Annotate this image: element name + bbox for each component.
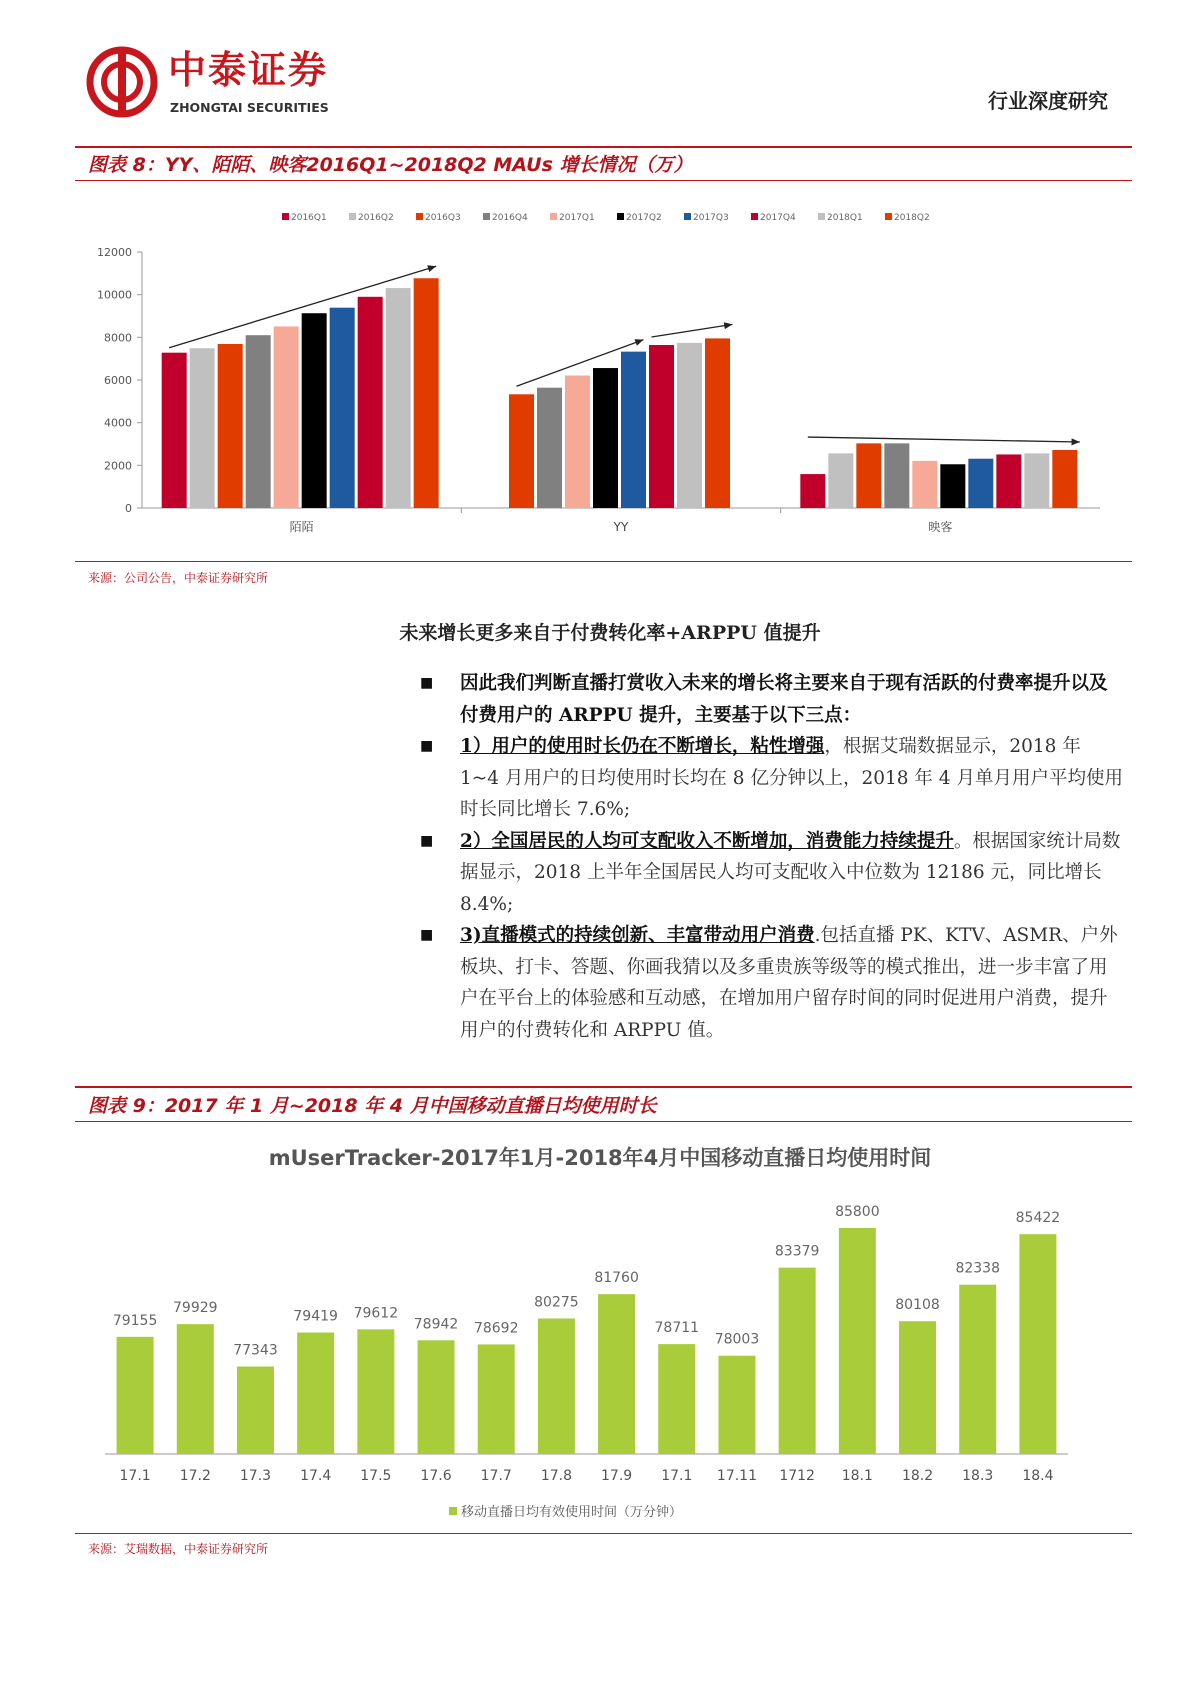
data-label: 85800 bbox=[835, 1204, 880, 1220]
data-label: 78711 bbox=[654, 1320, 700, 1337]
bar bbox=[705, 338, 730, 508]
bar bbox=[302, 313, 327, 508]
data-label: 82338 bbox=[955, 1260, 1000, 1277]
bullet-bold-text: 因此我们判断直播打赏收入未来的增长将主要来自于现有活跃的付费率提升以及付费用户的 ARPPU 提升，主要基于以下三点： bbox=[460, 673, 1108, 726]
bullet-item bbox=[420, 920, 1125, 1046]
bar bbox=[190, 348, 215, 508]
figure8-source: 来源：公司公告，中泰证券研究所 bbox=[88, 571, 269, 585]
x-tick-label: 17.11 bbox=[716, 1468, 758, 1484]
bar bbox=[718, 1356, 755, 1454]
y-tick-label: 4000 bbox=[104, 416, 132, 430]
x-tick-label: 17.1 bbox=[119, 1468, 151, 1484]
bar bbox=[478, 1344, 515, 1454]
bullet-square-icon: ■ bbox=[420, 738, 434, 754]
bar bbox=[509, 394, 534, 508]
bar bbox=[162, 353, 187, 508]
data-label: 83379 bbox=[774, 1243, 820, 1260]
bar bbox=[1024, 453, 1049, 508]
bar bbox=[330, 308, 355, 508]
bar bbox=[418, 1340, 455, 1454]
bar bbox=[884, 443, 909, 508]
x-tick-label: 18.2 bbox=[901, 1468, 934, 1484]
doc-type: 行业深度研究 bbox=[988, 89, 1108, 113]
bar bbox=[237, 1366, 274, 1454]
data-label: 79929 bbox=[173, 1300, 218, 1317]
arrow-head-icon bbox=[724, 322, 733, 329]
data-label: 79155 bbox=[112, 1312, 158, 1329]
bullet-square-icon: ■ bbox=[420, 927, 434, 943]
mau-bar-chart bbox=[0, 195, 1200, 550]
bar bbox=[598, 1294, 635, 1454]
data-label: 81760 bbox=[594, 1270, 639, 1287]
bar bbox=[677, 343, 702, 508]
x-tick-label: 17.7 bbox=[480, 1468, 512, 1484]
legend-swatch bbox=[550, 213, 557, 220]
section-heading: 未来增长更多来自于付费转化率+ARPPU 值提升 bbox=[399, 622, 821, 644]
legend-swatch bbox=[483, 213, 490, 220]
data-label: 78003 bbox=[714, 1331, 760, 1348]
legend-swatch bbox=[885, 213, 892, 220]
bullet-item bbox=[420, 731, 1125, 826]
divider bbox=[75, 561, 1132, 562]
legend-label: 2017Q1 bbox=[559, 213, 595, 223]
data-label: 78692 bbox=[473, 1320, 519, 1337]
bar bbox=[565, 376, 590, 508]
legend-swatch bbox=[349, 213, 356, 220]
bar bbox=[177, 1324, 214, 1454]
brand-en: ZHONGTAI SECURITIES bbox=[170, 100, 329, 115]
legend-swatch bbox=[751, 213, 758, 220]
bar bbox=[537, 388, 562, 508]
x-tick-label: 18.3 bbox=[962, 1468, 994, 1484]
divider bbox=[75, 1121, 1132, 1122]
x-tick-label: YY bbox=[613, 520, 629, 534]
bar bbox=[1019, 1234, 1056, 1454]
divider bbox=[75, 146, 1132, 148]
bar bbox=[1052, 450, 1077, 508]
bar bbox=[538, 1318, 575, 1454]
legend-swatch bbox=[684, 213, 691, 220]
divider bbox=[75, 180, 1132, 181]
bullet-item bbox=[420, 668, 1125, 731]
trend-arrow-line bbox=[808, 437, 1080, 442]
bullet-text: .包括直播 PK、KTV、ASMR、户外板块、打卡、答题、你画我猜以及多重贵族等级等的模式推出，进一步丰富了用户在平台上的体验感和互动感，在增加用户留存时间的同时促进用户消费，提升用户的付费转化和 ARPPU 值。 bbox=[460, 925, 1118, 1041]
data-label: 85422 bbox=[1015, 1210, 1061, 1227]
bullet-item bbox=[420, 826, 1125, 921]
y-tick-label: 6000 bbox=[104, 374, 132, 387]
brand-cn: 中泰证券 bbox=[168, 48, 329, 92]
figure9-title: 图表 9：2017 年 1 月~2018 年 4 月中国移动直播日均使用时长 bbox=[88, 1095, 657, 1117]
bar bbox=[940, 464, 965, 508]
bar bbox=[959, 1285, 996, 1454]
bar bbox=[386, 288, 411, 508]
bullet-bold-text: 2）全国居民的人均可支配收入不断增加，消费能力持续提升 bbox=[460, 830, 954, 852]
x-tick-label: 17.8 bbox=[540, 1468, 572, 1484]
arrow-head-icon bbox=[427, 265, 436, 272]
bar bbox=[996, 454, 1021, 508]
legend-label: 2018Q1 bbox=[827, 213, 863, 223]
bar bbox=[856, 443, 881, 508]
arrow-head-icon bbox=[1071, 438, 1079, 445]
x-tick-label: 17.2 bbox=[179, 1468, 211, 1484]
bullet-text: ，根据艾瑞数据显示，2018 年 1~4 月用户的日均使用时长均在 8 亿分钟以上，2018 年 4 月单月用户平均使用时长同比增长 7.6%; bbox=[460, 736, 1123, 820]
legend-swatch bbox=[416, 213, 423, 220]
bullet-list bbox=[420, 668, 1125, 1046]
x-tick-label: 17.5 bbox=[360, 1468, 392, 1484]
legend-swatch bbox=[818, 213, 825, 220]
x-tick-label: 17.6 bbox=[420, 1468, 452, 1484]
bar bbox=[839, 1228, 876, 1454]
legend-swatch bbox=[449, 1507, 457, 1515]
bar bbox=[779, 1268, 816, 1454]
bar bbox=[117, 1337, 154, 1454]
data-label: 77343 bbox=[233, 1342, 278, 1359]
bar bbox=[414, 278, 439, 508]
bar bbox=[274, 326, 299, 508]
legend-label: 2016Q3 bbox=[425, 213, 461, 223]
x-tick-label: 17.1 bbox=[661, 1468, 693, 1484]
bar bbox=[912, 461, 937, 508]
figure8-title: 图表 8：YY、陌陌、映客2016Q1~2018Q2 MAUs 增长情况（万） bbox=[88, 154, 693, 176]
bullet-bold-text: 1）用户的使用时长仍在不断增长，粘性增强 bbox=[460, 736, 825, 757]
bar bbox=[218, 344, 243, 508]
bar bbox=[358, 297, 383, 508]
legend-swatch bbox=[282, 213, 289, 220]
bar bbox=[593, 368, 618, 508]
bar bbox=[968, 459, 993, 508]
bar bbox=[899, 1321, 936, 1454]
y-tick-label: 12000 bbox=[97, 246, 132, 259]
y-tick-label: 10000 bbox=[97, 288, 132, 302]
bar bbox=[800, 474, 825, 508]
trend-arrow-line bbox=[652, 324, 733, 337]
chart-title: mUserTracker-2017年1月-2018年4月中国移动直播日均使用时间 bbox=[268, 1146, 932, 1170]
divider bbox=[75, 1086, 1132, 1088]
legend-label: 2016Q1 bbox=[291, 213, 327, 223]
x-tick-label: 18.4 bbox=[1022, 1468, 1054, 1484]
bullet-square-icon: ■ bbox=[420, 832, 434, 849]
figure9-source: 来源：艾瑞数据，中泰证券研究所 bbox=[88, 1542, 269, 1556]
y-tick-label: 0 bbox=[125, 502, 132, 515]
data-label: 80108 bbox=[895, 1297, 940, 1314]
bullet-square-icon: ■ bbox=[420, 675, 434, 691]
legend-label: 2017Q2 bbox=[626, 213, 662, 223]
x-tick-label: 映客 bbox=[928, 520, 953, 534]
x-tick-label: 17.3 bbox=[239, 1468, 272, 1484]
bar bbox=[357, 1329, 394, 1454]
x-tick-label: 18.1 bbox=[841, 1468, 873, 1484]
bar bbox=[297, 1333, 334, 1454]
usage-time-bar-chart bbox=[0, 1125, 1200, 1530]
bullet-bold-text: 3)直播模式的持续创新、丰富带动用户消费 bbox=[460, 925, 815, 946]
legend-label: 2018Q2 bbox=[894, 213, 930, 223]
y-tick-label: 8000 bbox=[104, 331, 132, 345]
data-label: 79612 bbox=[353, 1305, 399, 1322]
data-label: 79419 bbox=[293, 1308, 338, 1325]
arrow-head-icon bbox=[635, 339, 644, 346]
x-tick-label: 陌陌 bbox=[289, 520, 314, 534]
data-label: 78942 bbox=[413, 1316, 459, 1333]
x-tick-label: 17.4 bbox=[300, 1468, 332, 1484]
company-logo bbox=[86, 46, 376, 122]
y-tick-label: 2000 bbox=[104, 459, 132, 473]
bar bbox=[246, 335, 271, 508]
x-tick-label: 17.9 bbox=[601, 1468, 633, 1484]
legend-label: 2016Q2 bbox=[358, 213, 394, 223]
x-tick-label: 1712 bbox=[779, 1468, 815, 1484]
divider bbox=[75, 1533, 1132, 1534]
bar bbox=[621, 352, 646, 508]
bar bbox=[649, 345, 674, 508]
logo-icon bbox=[86, 46, 158, 118]
data-label: 80275 bbox=[534, 1294, 579, 1311]
bullet-text: 。根据国家统计局数据显示，2018 上半年全国居民人均可支配收入中位数为 12186 元，同比增长 8.4%; bbox=[460, 830, 1121, 915]
legend-label: 移动直播日均有效使用时间（万分钟） bbox=[461, 1505, 683, 1520]
bar bbox=[828, 453, 853, 508]
legend-swatch bbox=[617, 213, 624, 220]
legend-label: 2017Q3 bbox=[693, 213, 729, 223]
legend-label: 2017Q4 bbox=[760, 213, 796, 223]
legend-label: 2016Q4 bbox=[492, 213, 528, 223]
bar bbox=[658, 1344, 695, 1454]
